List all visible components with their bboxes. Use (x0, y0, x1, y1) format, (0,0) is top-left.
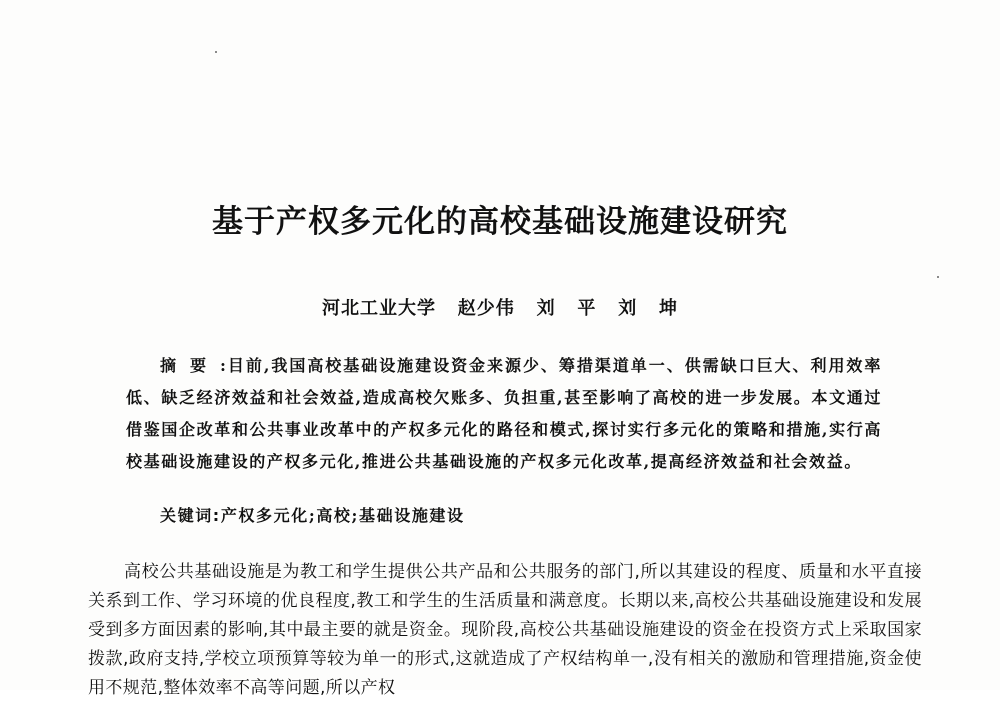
abstract-separator: : (220, 356, 228, 375)
body-section (88, 558, 922, 703)
body-paragraph: 高校公共基础设施是为教工和学生提供公共产品和公共服务的部门,所以其建设的程度、质量和水平直接关系到工作、学习环境的优良程度,教工和学生的生活质量和满意度。长期以来,高校公共基础设施建设和发展受到多方面因素的影响,其中最主要的就是资金。现阶段,高校公共基础设施建设的资金在投资方式上采取国家拨款,政府支持,学校立项预算等较为单一的形式,这就造成了产权结构单一,没有相关的激励和管理措施,资金使用不规范,整体效率不高等问题,所以产权 (88, 562, 922, 698)
abstract-label: 摘要 (160, 356, 221, 375)
keywords-line (160, 503, 465, 526)
paper-title: 基于产权多元化的高校基础设施建设研究 (212, 204, 788, 240)
paper-authors: 河北工业大学 赵少伟 刘 平 刘 坤 (322, 298, 678, 319)
abstract-block (126, 350, 882, 478)
keywords-label: 关键词: (160, 506, 221, 525)
abstract-text: 目前,我国高校基础设施建设资金来源少、筹措渠道单一、供需缺口巨大、利用效率低、缺乏经济效益和社会效益,造成高校欠账多、负担重,甚至影响了高校的进一步发展。本文通过借鉴国企改革和公共事业改革中的产权多元化的路径和模式,探讨实行多元化的策略和措施,实行高校基础设施建设的产权多元化,推进公共基础设施的产权多元化改革,提高经济效益和社会效益。 (126, 356, 882, 471)
scan-speck (937, 276, 939, 278)
scan-speck (215, 51, 217, 53)
keywords-text: 产权多元化;高校;基础设施建设 (220, 506, 465, 525)
